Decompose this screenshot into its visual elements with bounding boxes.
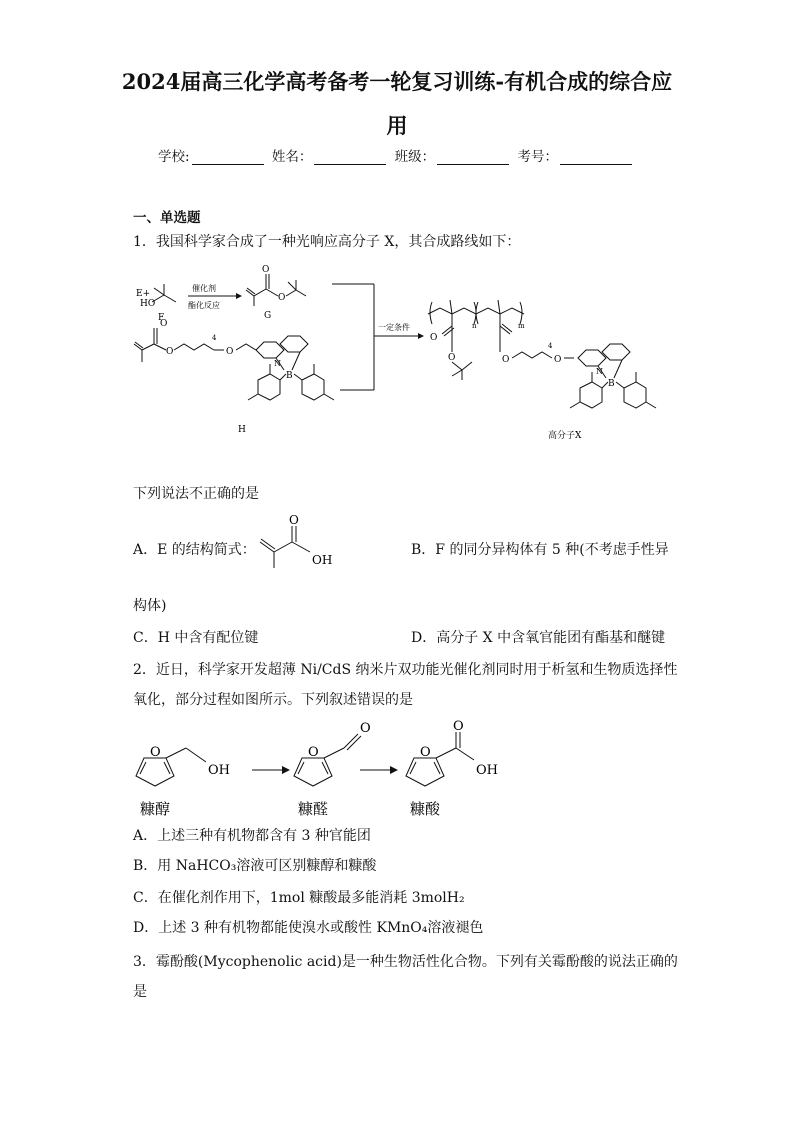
- polymer-x-structure: [428, 300, 656, 408]
- svg-text:O: O: [430, 333, 438, 343]
- svg-text:OH: OH: [476, 763, 498, 778]
- q1-question: 下列说法不正确的是: [133, 486, 259, 502]
- svg-text:O: O: [262, 265, 270, 275]
- name-label: 姓名：: [271, 149, 313, 165]
- svg-text:O: O: [289, 513, 299, 527]
- svg-text:n: n: [472, 322, 477, 330]
- label-furfural: 糠醛: [298, 800, 329, 818]
- label-furfuryl-alcohol: 糠醇: [140, 800, 171, 818]
- svg-text:O: O: [554, 355, 562, 365]
- q3-stem-line2: 是: [133, 984, 147, 1000]
- svg-text:OH: OH: [208, 763, 230, 778]
- svg-text:O: O: [420, 745, 431, 760]
- q1-stem: 1．我国科学家合成了一种光响应高分子 X，其合成路线如下：: [133, 234, 521, 250]
- school-blank: [192, 150, 264, 165]
- q1-option-b[interactable]: B．F 的同分异构体有 5 种(不考虑手性异: [411, 542, 669, 558]
- svg-text:O: O: [502, 355, 510, 365]
- q1-option-d[interactable]: D．高分子 X 中含氧官能团有酯基和醚键: [411, 630, 666, 646]
- svg-text:N: N: [274, 359, 281, 368]
- svg-text:N: N: [596, 367, 603, 376]
- school-label: 学校:: [158, 149, 190, 165]
- label-esterification: 酯化反应: [188, 301, 220, 310]
- svg-text:B: B: [286, 371, 293, 381]
- compound-g-structure: [246, 274, 306, 306]
- label-furoic-acid: 糠酸: [410, 800, 441, 818]
- scheme-label-ho: HO: [140, 299, 156, 309]
- svg-text:O: O: [453, 719, 464, 734]
- exam-number-blank: [560, 150, 632, 165]
- svg-text:O: O: [308, 745, 319, 760]
- scheme-label-g: G: [264, 311, 272, 321]
- label-condition: 一定条件: [378, 323, 410, 332]
- svg-text:O: O: [278, 293, 286, 303]
- svg-text:OH: OH: [312, 553, 333, 567]
- svg-text:4: 4: [212, 334, 217, 342]
- scheme-label-f: F: [158, 313, 165, 323]
- scheme-label-h: H: [238, 425, 246, 435]
- q1-synthesis-scheme: [128, 262, 688, 448]
- svg-text:O: O: [448, 353, 456, 363]
- q1-option-b-continued: 构体): [133, 598, 167, 614]
- svg-text:O: O: [150, 745, 161, 760]
- q2-stem-line2: 氧化，部分过程如图所示。下列叙述错误的是: [133, 692, 413, 708]
- svg-text:O: O: [160, 319, 168, 329]
- scheme-label-polymer-x: 高分子X: [548, 431, 582, 441]
- svg-text:O: O: [226, 347, 234, 357]
- combine-bracket: [332, 284, 418, 390]
- page-title-continued: 用: [386, 113, 408, 138]
- methacrylic-acid-structure: [256, 512, 342, 574]
- exam-number-label: 考号：: [517, 149, 558, 165]
- q1-option-a[interactable]: A．E 的结构简式：: [133, 542, 256, 558]
- label-catalyst: 催化剂: [192, 284, 216, 293]
- svg-text:O: O: [166, 347, 174, 357]
- q2-option-c[interactable]: C．在催化剂作用下，1mol 糠酸最多能消耗 3molH₂: [133, 890, 465, 906]
- class-blank: [437, 150, 509, 165]
- scheme-label-e: E+: [136, 289, 151, 299]
- compound-h-structure: [134, 328, 334, 400]
- section-heading: 一、单选题: [133, 210, 201, 226]
- q2-option-a[interactable]: A．上述三种有机物都含有 3 种官能团: [133, 828, 371, 844]
- name-blank: [314, 150, 386, 165]
- student-info-line: [0, 145, 794, 165]
- q3-stem-line1: 3．霉酚酸(Mycophenolic acid)是一种生物活性化合物。下列有关霉酚酸的说法正确的: [133, 954, 678, 970]
- tert-butanol-structure: [152, 284, 176, 302]
- q1-option-c[interactable]: C．H 中含有配位键: [133, 630, 259, 646]
- svg-text:m: m: [518, 322, 525, 330]
- svg-text:B: B: [608, 379, 615, 389]
- q2-option-b[interactable]: B．用 NaHCO₃溶液可区别糠醇和糠酸: [133, 858, 377, 874]
- page-title: 2024届高三化学高考备考一轮复习训练-有机合成的综合应: [121, 69, 673, 94]
- q2-stem-line1: 2．近日，科学家开发超薄 Ni/CdS 纳米片双功能光催化剂同时用于析氢和生物质选择性: [133, 662, 678, 678]
- q2-oxidation-scheme: [128, 714, 528, 822]
- svg-text:O: O: [360, 721, 371, 736]
- q2-option-d[interactable]: D．上述 3 种有机物都能使溴水或酸性 KMnO₄溶液褪色: [133, 920, 484, 936]
- svg-text:4: 4: [548, 342, 553, 350]
- class-label: 班级：: [394, 149, 436, 165]
